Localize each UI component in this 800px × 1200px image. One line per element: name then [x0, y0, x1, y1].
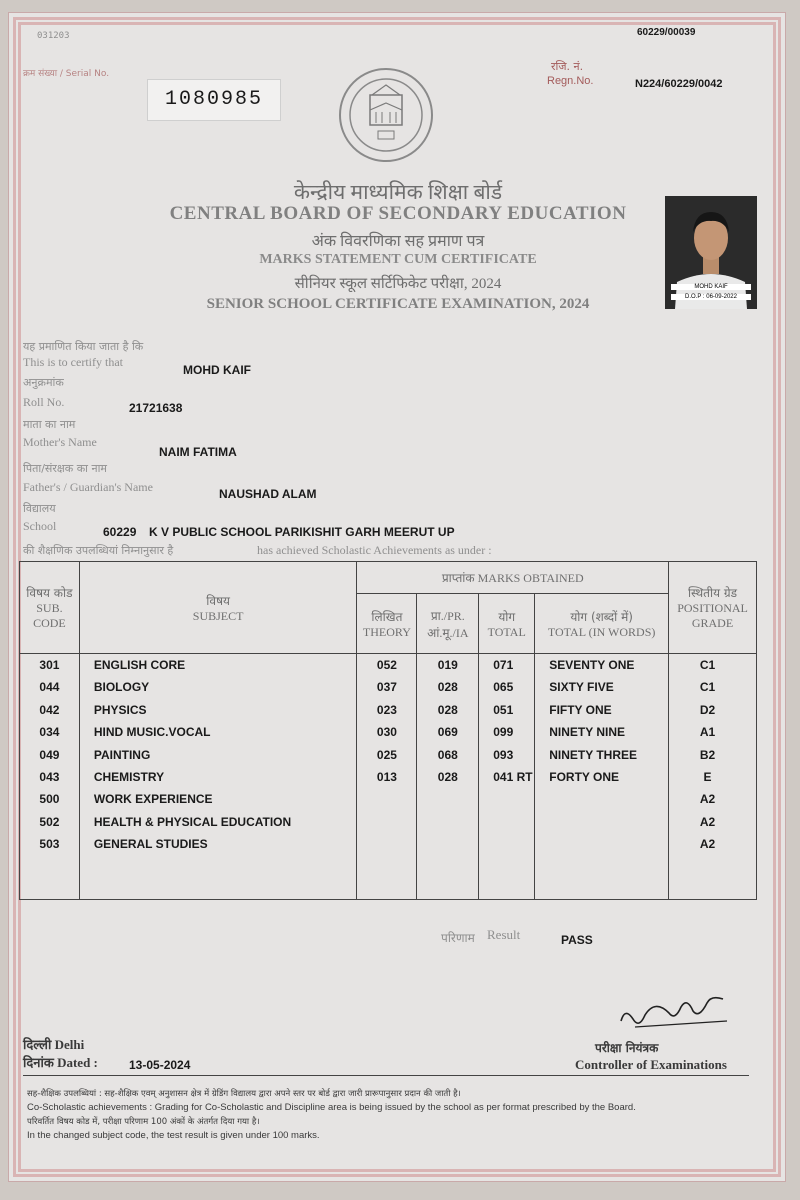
practical-marks	[417, 788, 478, 810]
subject-code: 500	[39, 792, 60, 807]
header-marks-en: MARKS OBTAINED	[477, 571, 584, 585]
total-marks: 065	[493, 680, 514, 695]
candidate-name: MOHD KAIF	[183, 363, 251, 377]
theory-marks	[357, 833, 416, 855]
issue-date: 13-05-2024	[129, 1058, 191, 1072]
regn-number: N224/60229/0042	[635, 78, 723, 90]
practical-marks: 028	[437, 680, 458, 695]
total-in-words: FORTY ONE	[549, 769, 620, 784]
col-code	[20, 654, 80, 900]
positional-grade: A2	[699, 792, 716, 807]
total-in-words: FIFTY ONE	[549, 702, 612, 717]
header-theory-hi: लिखित	[371, 609, 403, 624]
theory-marks: 025	[376, 747, 397, 762]
header-grade-en1: POSITIONAL	[677, 601, 748, 615]
subject-name: BIOLOGY	[93, 680, 150, 695]
subject-code: 042	[39, 702, 60, 717]
serial-number: 1080985	[147, 79, 281, 121]
marks-certificate	[8, 12, 786, 1182]
photo-caption-name: MOHD KAIF	[671, 284, 751, 290]
subject-name: GENERAL STUDIES	[93, 837, 208, 852]
positional-grade: C1	[699, 680, 716, 695]
board-title-hi: केन्द्रीय माध्यमिक शिक्षा बोर्ड	[293, 180, 503, 204]
cbse-emblem-icon	[335, 65, 437, 173]
header-practical-hi: प्रा./PR.	[430, 608, 465, 623]
mother-name: NAIM FATIMA	[159, 445, 237, 459]
top-right-code: 60229/00039	[637, 27, 696, 38]
dated-label-hi: दिनांक	[23, 1056, 54, 1071]
dated-label: Dated :	[57, 1055, 98, 1070]
total-marks: 093	[493, 747, 514, 762]
exam-title-hi: सीनियर स्कूल सर्टिफिकेट परीक्षा, 2024	[294, 276, 502, 292]
place: Delhi	[54, 1037, 85, 1052]
header-theory	[357, 594, 417, 654]
total-marks	[479, 811, 534, 833]
exam-title: SENIOR SCHOOL CERTIFICATE EXAMINATION, 2024	[206, 296, 590, 312]
header-grade-hi: स्थितीय ग्रेड	[687, 586, 738, 600]
theory-marks: 013	[376, 769, 397, 784]
header-words-hi: योग (शब्दों में)	[570, 609, 633, 624]
subject-name: WORK EXPERIENCE	[93, 792, 213, 807]
father-label-hi: पिता/संरक्षक का नाम	[23, 462, 108, 475]
subject-name: CHEMISTRY	[93, 769, 165, 784]
certify-label-hi: यह प्रमाणित किया जाता है कि	[23, 340, 144, 353]
school-name: K V PUBLIC SCHOOL PARIKISHIT GARH MEERUT UP	[149, 525, 455, 539]
practical-marks	[417, 811, 478, 833]
col-subject	[79, 654, 357, 900]
positional-grade: A2	[699, 814, 716, 829]
practical-marks: 028	[437, 769, 458, 784]
positional-grade: A1	[699, 725, 716, 740]
result-label-hi: परिणाम	[441, 931, 475, 945]
header-marks-obtained	[357, 562, 669, 594]
header-grade	[669, 562, 757, 654]
total-marks	[479, 833, 534, 855]
total-marks: 051	[493, 702, 514, 717]
header-code	[20, 562, 80, 654]
regn-label-hi: रजि. नं.	[551, 60, 584, 73]
theory-marks: 052	[376, 658, 397, 672]
theory-marks: 030	[376, 725, 397, 740]
result-value: PASS	[561, 933, 593, 947]
roll-number: 21721638	[129, 401, 183, 415]
header-theory-en: THEORY	[362, 624, 411, 639]
achieved-label-hi: की शैक्षणिक उपलब्धियां निम्नानुसार है	[23, 544, 174, 557]
board-title: CENTRAL BOARD OF SECONDARY EDUCATION	[169, 203, 627, 224]
subject-code: 044	[39, 680, 60, 695]
photo-caption-dob: D.O.P : 06-09-2022	[671, 294, 751, 300]
header-total-words	[535, 594, 669, 654]
certify-label: This is to certify that	[23, 355, 123, 369]
serial-label: क्रम संख्या / Serial No.	[23, 69, 110, 79]
practical-marks: 068	[437, 747, 458, 762]
header-code-hi: विषय कोड	[26, 586, 73, 600]
regn-label: Regn.No.	[547, 75, 594, 87]
note1: Co-Scholastic achievements : Grading for Co-Scholastic and Discipline area is being issued by the school as per format prescribed by the Board.	[27, 1102, 636, 1113]
place-hi: दिल्ली	[23, 1038, 52, 1053]
practical-marks: 069	[437, 725, 458, 740]
positional-grade: B2	[699, 747, 716, 762]
positional-grade: D2	[699, 702, 716, 717]
total-in-words: SIXTY FIVE	[549, 680, 614, 695]
header-practical-en: आं.मू./IA	[427, 625, 469, 640]
subject-code: 049	[39, 747, 60, 762]
theory-marks	[357, 811, 416, 833]
theory-marks	[357, 788, 416, 810]
total-in-words: NINETY NINE	[549, 725, 626, 740]
col-grade	[669, 654, 757, 900]
header-subject-en: SUBJECT	[192, 608, 244, 623]
header-code-en2: CODE	[33, 616, 66, 630]
col-total-words	[535, 654, 669, 900]
school-label: School	[23, 519, 57, 533]
subject-code: 502	[39, 814, 60, 829]
col-practical	[417, 654, 479, 900]
school-code: 60229	[103, 525, 137, 539]
school-label-hi: विद्यालय	[23, 502, 56, 515]
roll-label: Roll No.	[23, 395, 65, 409]
total-marks: 041 RT	[493, 769, 533, 784]
subject-name: PHYSICS	[93, 702, 147, 717]
note2-hi: परिवर्तित विषय कोड में, परीक्षा परिणाम 100 अंकों के अंतर्गत दिया गया है।	[27, 1117, 260, 1127]
statement-title-hi: अंक विवरणिका सह प्रमाण पत्र	[311, 233, 485, 250]
header-marks-hi: प्राप्तांक	[441, 571, 475, 585]
note1-hi: सह-शैक्षिक उपलब्धियां : सह-शैक्षिक एवम् अनुशासन क्षेत्र में ग्रेडिंग विद्यालय द्वारा अपने स्तर पर बोर्ड द्वारा जारी प्रारूपानुसार प्रदान की जाती है।	[27, 1089, 461, 1099]
subject-code: 043	[39, 769, 60, 784]
result-label: Result	[487, 927, 521, 942]
total-in-words	[535, 811, 668, 833]
top-left-code: 031203	[37, 31, 70, 41]
total-marks	[479, 788, 534, 810]
footer-divider	[23, 1075, 749, 1076]
note2: In the changed subject code, the test result is given under 100 marks.	[27, 1130, 320, 1141]
subject-code: 034	[39, 725, 60, 740]
header-grade-en2: GRADE	[691, 616, 734, 630]
header-subject	[79, 562, 357, 654]
candidate-portrait-icon	[665, 196, 757, 309]
header-words-en: TOTAL (IN WORDS)	[547, 624, 656, 639]
theory-marks: 023	[376, 702, 397, 717]
father-name: NAUSHAD ALAM	[219, 487, 317, 501]
marks-table	[19, 561, 757, 900]
candidate-photo	[665, 196, 757, 309]
statement-title: MARKS STATEMENT CUM CERTIFICATE	[259, 252, 537, 267]
total-in-words: NINETY THREE	[549, 747, 638, 762]
header-total	[479, 594, 535, 654]
header-practical	[417, 594, 479, 654]
subject-code: 301	[39, 658, 60, 672]
achieved-label: has achieved Scholastic Achievements as under :	[257, 543, 492, 557]
total-marks: 071	[493, 658, 514, 672]
positional-grade: E	[703, 769, 712, 784]
header-code-en1: SUB.	[36, 601, 63, 615]
mother-label: Mother's Name	[23, 435, 97, 449]
subject-name: ENGLISH CORE	[93, 658, 186, 672]
total-marks: 099	[493, 725, 514, 740]
controller-signature-icon	[615, 985, 735, 1037]
theory-marks: 037	[376, 680, 397, 695]
subject-name: HEALTH & PHYSICAL EDUCATION	[93, 814, 292, 829]
roll-label-hi: अनुक्रमांक	[23, 376, 64, 389]
father-label: Father's / Guardian's Name	[23, 480, 153, 494]
header-total-hi: योग	[498, 609, 516, 624]
practical-marks: 028	[437, 702, 458, 717]
col-total	[479, 654, 535, 900]
total-in-words	[535, 833, 668, 855]
header-total-en: TOTAL	[487, 624, 526, 639]
positional-grade: C1	[699, 658, 716, 672]
subject-name: HIND MUSIC.VOCAL	[93, 725, 211, 740]
subject-name: PAINTING	[93, 747, 151, 762]
mother-label-hi: माता का नाम	[23, 418, 76, 431]
subject-code: 503	[39, 837, 60, 852]
total-in-words: SEVENTY ONE	[549, 658, 635, 672]
practical-marks	[417, 833, 478, 855]
controller-label-hi: परीक्षा नियंत्रक	[595, 1041, 659, 1055]
controller-label: Controller of Examinations	[575, 1057, 727, 1072]
footer-notes	[27, 1087, 757, 1143]
col-theory	[357, 654, 417, 900]
practical-marks: 019	[437, 658, 458, 672]
positional-grade: A2	[699, 837, 716, 852]
total-in-words	[535, 788, 668, 810]
header-subject-hi: विषय	[206, 593, 230, 608]
